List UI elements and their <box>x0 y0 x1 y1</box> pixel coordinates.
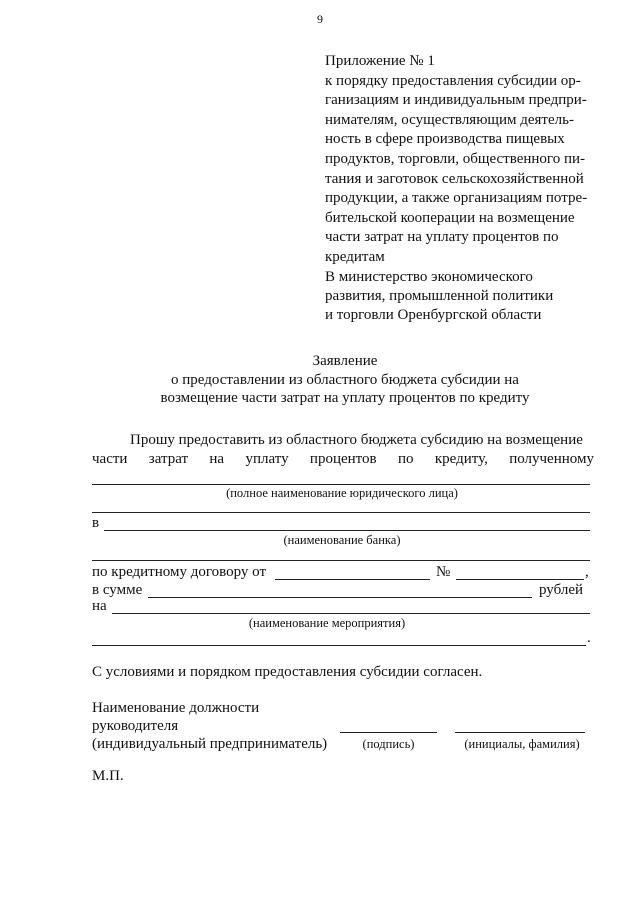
body-line-1: Прошу предоставить из областного бюджета субсидию на возмещение <box>130 432 583 448</box>
body-line-2 <box>92 451 594 468</box>
body-word: затрат <box>148 451 189 467</box>
addressee-line: В министерство экономического <box>325 269 533 285</box>
heading-title: Заявление <box>312 353 378 369</box>
on-label: на <box>92 598 107 614</box>
body-word: части <box>92 451 128 467</box>
body-word: по <box>397 451 414 467</box>
initials-field[interactable] <box>455 732 585 733</box>
stamp-label: М.П. <box>92 768 124 784</box>
heading-line: о предоставлении из областного бюджета субсидии на <box>171 371 519 388</box>
appendix-line: ность в сфере производства пищевых <box>325 131 565 148</box>
comma: , <box>585 564 589 580</box>
addressee-block <box>325 268 553 325</box>
body-word: уплату <box>245 451 289 467</box>
event-field[interactable] <box>112 613 590 614</box>
contract-number-field[interactable] <box>456 579 584 580</box>
position-line: (индивидуальный предприниматель) <box>92 736 328 752</box>
appendix-line: бительской кооперации на возмещение <box>325 209 575 226</box>
appendix-line: тания и заготовок сельскохозяйственной <box>325 170 584 187</box>
appendix-line: части затрат на уплату процентов по <box>325 229 559 246</box>
body-word: процентов <box>309 451 377 467</box>
caption-bank: (наименование банка) <box>283 533 401 547</box>
caption-event: (наименование мероприятия) <box>248 616 406 630</box>
body-word: кредиту, <box>434 451 488 467</box>
caption-initials: (инициалы, фамилия) <box>464 737 580 751</box>
appendix-line: нимателям, осуществляющим деятель- <box>325 111 574 128</box>
appendix-line: ганизациям и индивидуальным предпри- <box>325 92 587 109</box>
heading-line: возмещение части затрат на уплату процентов по кредиту <box>160 390 530 406</box>
appendix-line: продукции, а также организациям потре- <box>325 190 588 207</box>
bank-field[interactable] <box>104 530 590 531</box>
event-field-continued[interactable] <box>92 645 586 646</box>
caption-legal-entity: (полное наименование юридического лица) <box>226 486 458 500</box>
contract-label: по кредитному договору от <box>92 564 267 580</box>
appendix-line: кредитам <box>325 248 385 265</box>
appendix-line: к порядку предоставления субсидии ор- <box>325 72 581 89</box>
contract-date-field[interactable] <box>275 579 430 580</box>
position-line: Наименование должности <box>92 700 260 716</box>
prefix-in: в <box>92 515 100 531</box>
page-number: 9 <box>317 12 323 26</box>
appendix-line: продуктов, торговли, общественного пи- <box>325 150 586 167</box>
legal-entity-field-continued[interactable] <box>92 512 590 513</box>
position-line: руководителя <box>92 718 179 734</box>
caption-signature: (подпись) <box>362 737 415 751</box>
addressee-line: и торговли Оренбургской области <box>325 307 542 323</box>
rubles-label: рублей <box>539 582 584 598</box>
position-block <box>92 699 327 753</box>
addressee-line: развития, промышленной политики <box>325 288 554 304</box>
period: . <box>587 630 591 646</box>
bank-field-continued[interactable] <box>92 560 590 561</box>
appendix-title: Приложение № 1 <box>325 53 435 69</box>
sum-label: в сумме <box>92 582 143 598</box>
signature-field[interactable] <box>340 732 437 733</box>
application-heading <box>0 352 640 408</box>
body-word: на <box>209 451 225 467</box>
number-sign: № <box>436 564 451 580</box>
agreement-text: С условиями и порядком предоставления субсидии согласен. <box>92 664 483 680</box>
legal-entity-field[interactable] <box>92 484 590 485</box>
appendix-block <box>325 52 593 268</box>
sum-field[interactable] <box>148 597 532 598</box>
body-word: полученному <box>509 451 594 467</box>
